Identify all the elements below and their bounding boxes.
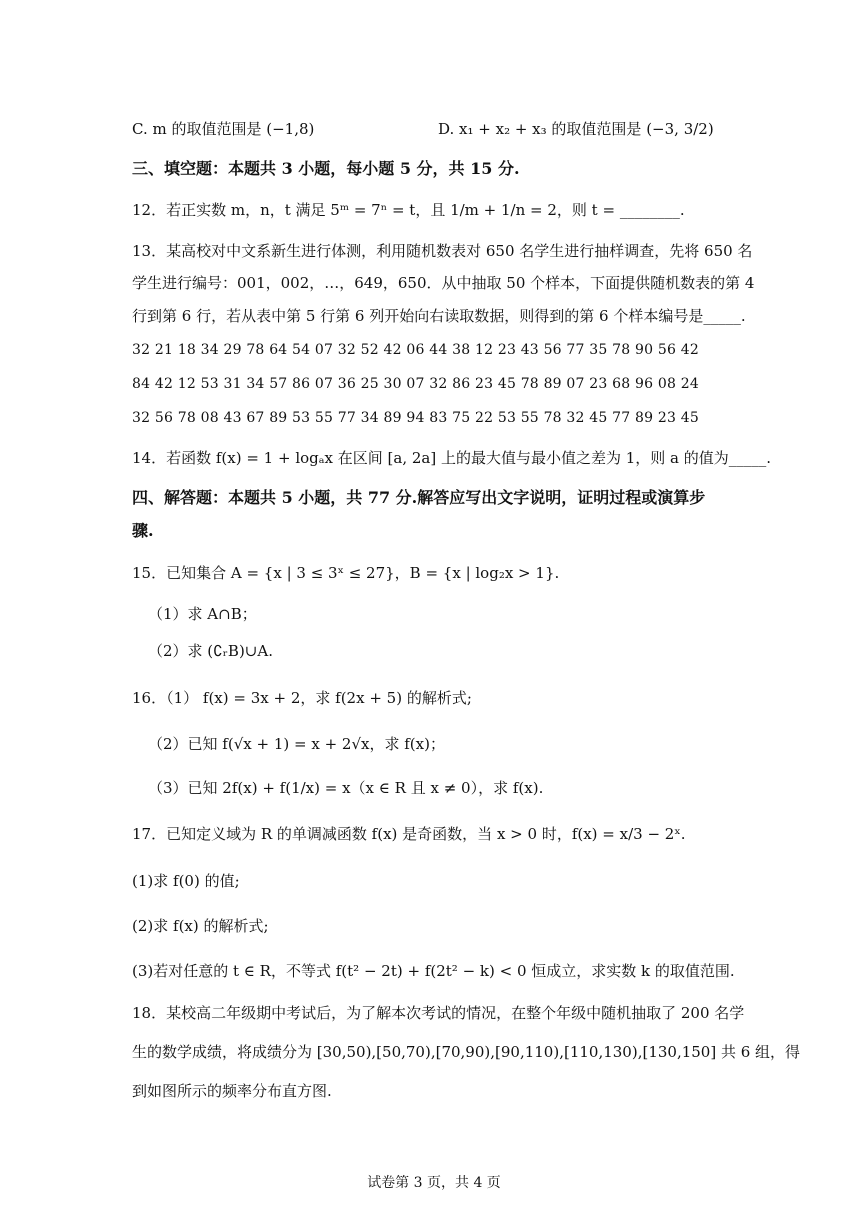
page-footer: 试卷第 3 页，共 4 页: [367, 1175, 501, 1191]
random-table-row-6: 32 56 78 08 43 67 89 53 55 77 34 89 94 83 75 22 53 55 78 32 45 77 89 23 45: [132, 410, 699, 426]
question-18-line3: 到如图所示的频率分布直方图.: [132, 1082, 332, 1100]
question-17-part2: (2)求 f(x) 的解析式;: [132, 917, 269, 935]
question-17-part1: (1)求 f(0) 的值;: [132, 872, 240, 890]
question-13-line2: 学生进行编号：001，002，…，649，650．从中抽取 50 个样本，下面提供随机数表的第 4: [132, 274, 755, 292]
question-14: 14．若函数 f(x) = 1 + logₐx 在区间 [a, 2a] 上的最大值与最小值之差为 1，则 a 的值为_____.: [132, 449, 772, 467]
question-15: 15．已知集合 A = {x | 3 ≤ 3ˣ ≤ 27}，B = {x | log₂x > 1}.: [132, 564, 560, 582]
question-17: 17．已知定义域为 R 的单调减函数 f(x) 是奇函数，当 x > 0 时，f(x) = x/3 − 2ˣ.: [132, 825, 686, 843]
question-18-line1: 18．某校高二年级期中考试后，为了解本次考试的情况，在整个年级中随机抽取了 200 名学: [132, 1004, 745, 1022]
option-c: C. m 的取值范围是 (−1,8): [132, 120, 315, 138]
question-15-part2: （2）求 (∁ᵣB)∪A.: [148, 642, 273, 660]
question-16-part3: （3）已知 2f(x) + f(1/x) = x（x ∈ R 且 x ≠ 0），求 f(x).: [148, 779, 544, 797]
question-16-part1: 16．（1） f(x) = 3x + 2，求 f(2x + 5) 的解析式;: [132, 689, 472, 707]
question-12: 12．若正实数 m，n，t 满足 5ᵐ = 7ⁿ = t，且 1/m + 1/n = 2，则 t = ________.: [132, 201, 685, 219]
question-15-part1: （1）求 A∩B；: [148, 605, 257, 623]
question-17-part3: (3)若对任意的 t ∈ R，不等式 f(t² − 2t) + f(2t² − k) < 0 恒成立，求实数 k 的取值范围.: [132, 962, 735, 980]
random-table-row-5: 84 42 12 53 31 34 57 86 07 36 25 30 07 32 86 23 45 78 89 07 23 68 96 08 24: [132, 376, 699, 392]
question-16-part2: （2）已知 f(√x + 1) = x + 2√x，求 f(x)；: [148, 735, 445, 753]
section4-heading-line1: 四、解答题：本题共 5 小题，共 77 分.解答应写出文字说明，证明过程或演算步: [132, 488, 706, 507]
question-13-line3: 行到第 6 行，若从表中第 5 行第 6 列开始向右读取数据，则得到的第 6 个样本编号是_____.: [132, 307, 746, 325]
section3-heading: 三、填空题：本题共 3 小题，每小题 5 分，共 15 分.: [132, 159, 520, 178]
random-table-row-4: 32 21 18 34 29 78 64 54 07 32 52 42 06 44 38 12 23 43 56 77 35 78 90 56 42: [132, 342, 699, 358]
question-18-line2: 生的数学成绩，将成绩分为 [30,50),[50,70),[70,90),[90,110),[110,130),[130,150] 共 6 组，得: [132, 1043, 801, 1061]
section4-heading-line2: 骤.: [132, 521, 154, 540]
option-d: D. x₁ + x₂ + x₃ 的取值范围是 (−3, 3/2): [438, 120, 714, 138]
question-13-line1: 13．某高校对中文系新生进行体测，利用随机数表对 650 名学生进行抽样调查，先将 650 名: [132, 242, 753, 260]
